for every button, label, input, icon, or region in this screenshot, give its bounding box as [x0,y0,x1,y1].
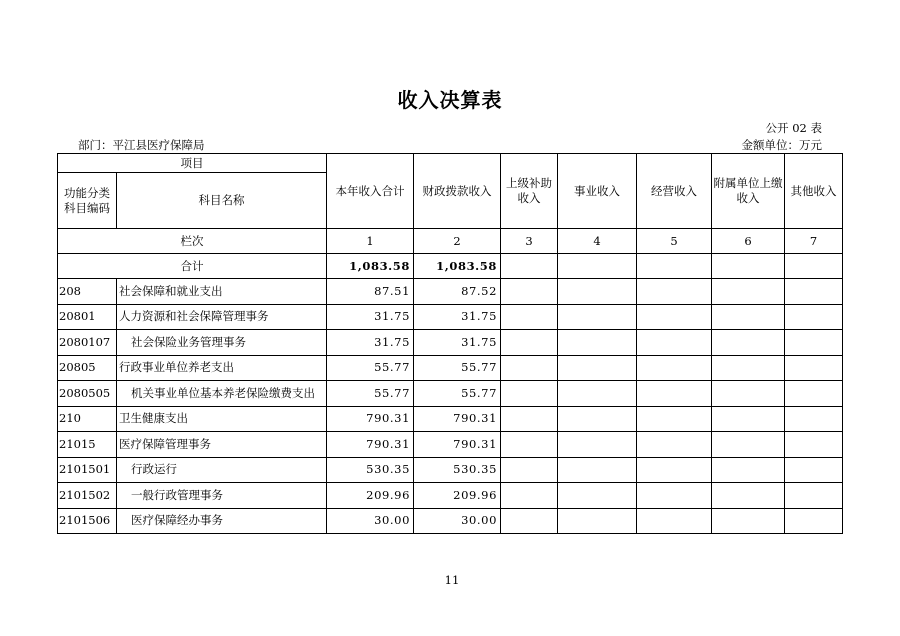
subject-name: 行政运行 [117,457,327,483]
header-subject-code [58,173,117,229]
header-line: 收入 [736,191,760,205]
fiscal-appropriation-value: 790.31 [414,432,501,458]
affiliated-remittance-sum [712,254,785,279]
column-index-number: 5 [637,229,712,254]
total-label: 合计 [58,254,327,279]
affiliated-remittance-value [712,330,785,356]
header-line: 上级补助 [506,176,552,190]
total-income-sum: 1,083.58 [327,254,414,279]
amount-unit-label: 金额单位：万元 [741,138,822,152]
subject-code: 2101506 [58,508,117,534]
subject-name: 社会保障和就业支出 [117,279,327,305]
subject-code: 20801 [58,304,117,330]
affiliated-remittance-value [712,355,785,381]
other-income-value [785,406,843,432]
subject-name: 一般行政管理事务 [117,483,327,509]
table-row [58,406,843,432]
page-title: 收入决算表 [397,88,503,112]
business-income-value [558,381,637,407]
subject-code: 20805 [58,355,117,381]
total-income-value: 30.00 [327,508,414,534]
fiscal-appropriation-sum: 1,083.58 [414,254,501,279]
superior-subsidy-sum [501,254,558,279]
other-income-sum [785,254,843,279]
other-income-value [785,432,843,458]
fiscal-appropriation-value: 31.75 [414,304,501,330]
column-index-number: 7 [785,229,843,254]
fiscal-appropriation-value: 530.35 [414,457,501,483]
superior-subsidy-value [501,355,558,381]
column-index-number: 4 [558,229,637,254]
table-row [58,304,843,330]
fiscal-appropriation-value: 209.96 [414,483,501,509]
header-affiliated-remittance [712,154,785,229]
total-income-value: 87.51 [327,279,414,305]
total-income-value: 790.31 [327,432,414,458]
affiliated-remittance-value [712,279,785,305]
affiliated-remittance-value [712,483,785,509]
header-line: 附属单位上缴 [713,176,783,190]
affiliated-remittance-value [712,432,785,458]
table-row [58,432,843,458]
superior-subsidy-value [501,432,558,458]
fiscal-appropriation-value: 790.31 [414,406,501,432]
other-income-value [785,483,843,509]
column-index-number: 1 [327,229,414,254]
header-line: 功能分类 [64,185,110,200]
header-operating-income: 经营收入 [637,154,712,229]
business-income-value [558,330,637,356]
superior-subsidy-value [501,279,558,305]
superior-subsidy-value [501,457,558,483]
total-income-value: 209.96 [327,483,414,509]
fiscal-appropriation-value: 31.75 [414,330,501,356]
total-income-value: 790.31 [327,406,414,432]
business-income-value [558,355,637,381]
subject-code: 210 [58,406,117,432]
operating-income-value [637,508,712,534]
other-income-value [785,457,843,483]
affiliated-remittance-value [712,381,785,407]
operating-income-value [637,457,712,483]
column-index-number: 3 [501,229,558,254]
subject-code: 2101501 [58,457,117,483]
superior-subsidy-value [501,406,558,432]
header-subject-name: 科目名称 [117,173,327,229]
operating-income-value [637,304,712,330]
subject-name: 卫生健康支出 [117,406,327,432]
other-income-value [785,279,843,305]
column-index-number: 2 [414,229,501,254]
operating-income-value [637,355,712,381]
page-number: 11 [444,573,460,587]
business-income-value [558,457,637,483]
subject-code: 2101502 [58,483,117,509]
business-income-sum [558,254,637,279]
business-income-value [558,508,637,534]
superior-subsidy-value [501,483,558,509]
operating-income-value [637,406,712,432]
fiscal-appropriation-value: 55.77 [414,355,501,381]
operating-income-value [637,381,712,407]
business-income-value [558,406,637,432]
table-row [58,330,843,356]
operating-income-sum [637,254,712,279]
total-income-value: 55.77 [327,355,414,381]
column-index-row [58,229,843,254]
subject-name: 行政事业单位养老支出 [117,355,327,381]
income-table [57,153,843,534]
table-row [58,483,843,509]
column-index-label: 栏次 [58,229,327,254]
business-income-value [558,432,637,458]
total-income-value: 31.75 [327,304,414,330]
header-item: 项目 [58,154,327,173]
other-income-value [785,330,843,356]
other-income-value [785,304,843,330]
header-total-income: 本年收入合计 [327,154,414,229]
table-row [58,457,843,483]
subject-code: 208 [58,279,117,305]
form-number: 公开 02 表 [765,121,822,135]
header-fiscal-appropriation: 财政拨款收入 [414,154,501,229]
total-row [58,254,843,279]
total-income-value: 530.35 [327,457,414,483]
subject-name: 社会保险业务管理事务 [117,330,327,356]
other-income-value [785,355,843,381]
header-line: 科目编码 [64,200,110,215]
affiliated-remittance-value [712,508,785,534]
header-superior-subsidy [501,154,558,229]
subject-code: 2080505 [58,381,117,407]
subject-name: 人力资源和社会保障管理事务 [117,304,327,330]
header-other-income: 其他收入 [785,154,843,229]
business-income-value [558,304,637,330]
table-row [58,279,843,305]
business-income-value [558,483,637,509]
superior-subsidy-value [501,381,558,407]
affiliated-remittance-value [712,457,785,483]
other-income-value [785,508,843,534]
total-income-value: 55.77 [327,381,414,407]
subject-code: 2080107 [58,330,117,356]
column-index-number: 6 [712,229,785,254]
affiliated-remittance-value [712,406,785,432]
fiscal-appropriation-value: 87.52 [414,279,501,305]
subject-name: 医疗保障管理事务 [117,432,327,458]
subject-code: 21015 [58,432,117,458]
header-line: 收入 [517,191,541,205]
operating-income-value [637,330,712,356]
subject-name: 医疗保障经办事务 [117,508,327,534]
total-income-value: 31.75 [327,330,414,356]
fiscal-appropriation-value: 30.00 [414,508,501,534]
business-income-value [558,279,637,305]
header-business-income: 事业收入 [558,154,637,229]
operating-income-value [637,483,712,509]
superior-subsidy-value [501,508,558,534]
operating-income-value [637,432,712,458]
table-row [58,355,843,381]
table-row [58,508,843,534]
other-income-value [785,381,843,407]
fiscal-appropriation-value: 55.77 [414,381,501,407]
subject-name: 机关事业单位基本养老保险缴费支出 [117,381,327,407]
department-label: 部门：平江县医疗保障局 [78,138,205,152]
affiliated-remittance-value [712,304,785,330]
operating-income-value [637,279,712,305]
table-row [58,381,843,407]
table-header-row [58,154,843,173]
superior-subsidy-value [501,304,558,330]
superior-subsidy-value [501,330,558,356]
